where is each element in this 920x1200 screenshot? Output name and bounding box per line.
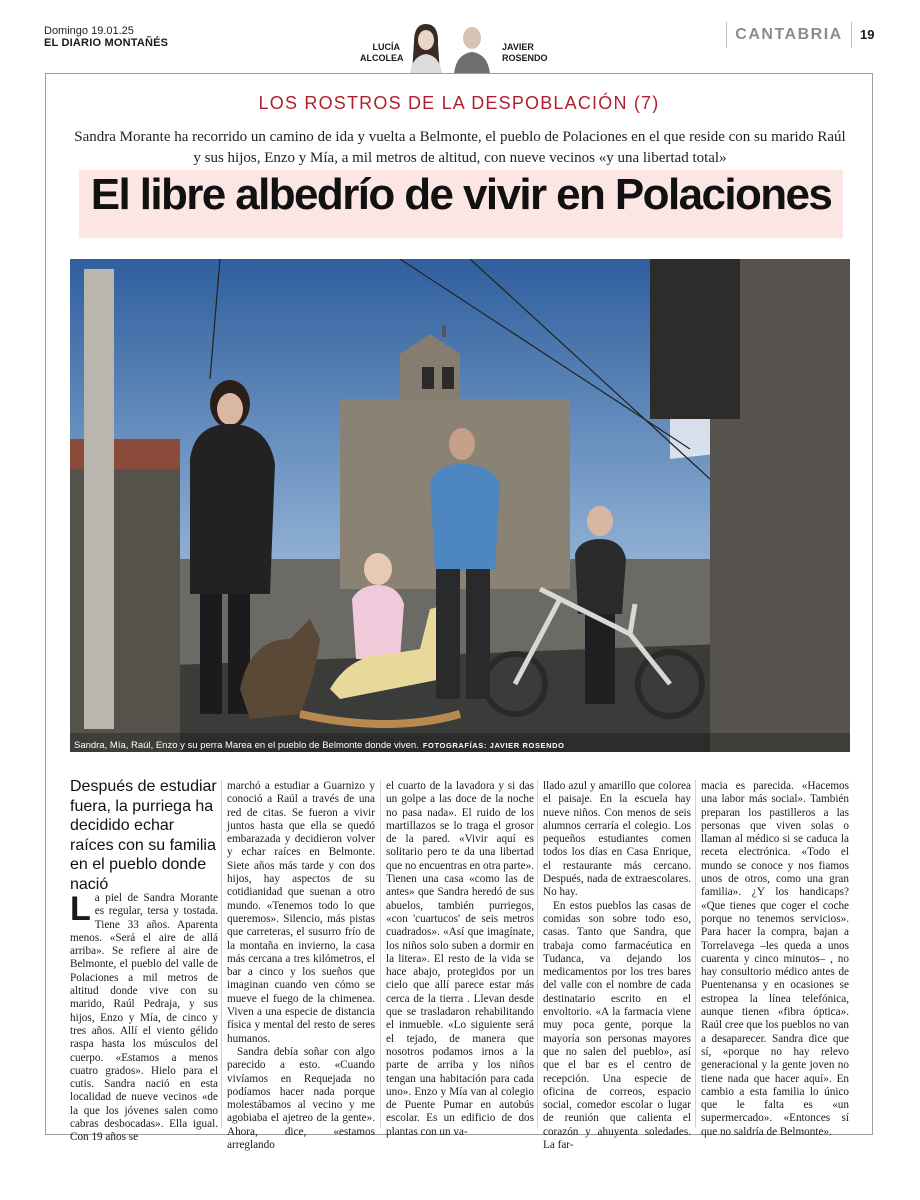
- paragraph: llado azul y amarillo que colorea el paisaje. En la escuela hay nueve niños. Con menos de seis alumnos cerraría el colegio. Los pequeños estudiantes comen todos los días en Casa Enrique, el restaurante más cercano. Después, nada de extraescolares. No hay.: [543, 780, 691, 899]
- cross: [442, 325, 446, 337]
- headline: El libre albedrío de vivir en Polaciones: [90, 170, 832, 219]
- page-number: 19: [860, 27, 875, 42]
- author-right-portrait: [452, 20, 492, 74]
- body-column-3: [386, 780, 534, 1139]
- woman-face: [217, 393, 243, 425]
- girl-jacket: [352, 585, 404, 659]
- column-rule: [695, 780, 696, 1128]
- column-rule: [221, 780, 222, 1128]
- woman-coat: [190, 424, 275, 594]
- man-face: [449, 428, 475, 460]
- paragraph: macia es parecida. «Hacemos una labor más social». También preparan los pastilleros a las personas que viven solas o llaman al médico si se caduca la receta electrónica. «Todo el mundo se conoce y nos fiamos unos de otros, como una gran familia». ¿Y los handicaps? «Que tienes que coger el coche porque no tenemos servicios». Para hacer la compra, bajan a Torrelavega –les queda a unos cuarenta y cinco minutos– , no hay consultorio médico antes de Puentenansa y en ocasiones se estropea la línea telefónica, aunque tienen «fibra óptica». Raúl cree que los pueblos no van a desaparecer. Sandra dice que sí, «porque no hay relevo generacional y la gente joven no tiene nada que hacer aquí». En cambio a esta familia lo único que le falta es «un supermercado». «Entonces sí que no saldría de Belmonte».: [701, 780, 849, 1138]
- drop-cap: L: [70, 890, 91, 928]
- body-column-1: [70, 890, 218, 1144]
- woman-leg-left: [200, 594, 222, 714]
- author-right-text: JAVIER ROSENDO: [502, 42, 548, 63]
- photo-caption: [74, 740, 565, 751]
- column-1-text: a piel de Sandra Morante es regular, tersa y tostada. Tiene 33 años. Aparenta menos. «Será el aire de allá arriba». Se refiere al aire de Belmonte, el pueblo del valle de Polaciones a mil metros de altitud donde vive con su marido, Raúl Pedraja, y sus hijos, Enzo y Mía, de cinco y tres años. Allí el viento gélido raspa hasta los músculos del cuerpo. «Estamos a menos cuatro grados». Hielo para el cutis. Sandra nació en esta localidad de nueve vecinos «de la que los jóvenes salen como cabras desbocadas». Ella igual. Con 19 años se: [70, 892, 218, 1144]
- photo-credit: FOTOGRAFÍAS: JAVIER ROSENDO: [422, 741, 565, 750]
- article-lead: Sandra Morante ha recorrido un camino de ida y vuelta a Belmonte, el pueblo de Polaciones en el que reside con su marido Raúl y sus hijos, Enzo y Mía, a mil metros de altitud, con nueve vecinos «y una libertad total»: [74, 129, 846, 166]
- paragraph: En estos pueblos las casas de comidas son sobre todo eso, casas. Tanto que Sandra, que trabaja como farmacéutica en Tudanca, va dejando los medicamentos por los tres bares del valle con el nombre de cada destinatario escrito en el envoltorio. «A la farmacia viene muy poca gente, porque la mayoría son personas mayores que no salen del pueblo», así que el bar es el centro de recepción. Una especie de oficina de correos, espacio social, comedor escolar o lugar de reunión que calienta el corazón y ahuyenta soledades. La far-: [543, 899, 691, 1152]
- ladder-post: [84, 269, 114, 729]
- author-right-name: [502, 42, 548, 64]
- bell-arch-left: [422, 367, 434, 389]
- column-rule: [380, 780, 381, 1128]
- man-leg-left: [436, 569, 460, 699]
- column-rule: [537, 780, 538, 1128]
- paragraph: marchó a estudiar a Guarnizo y conoció a Raúl a través de una red de citas. Se fueron a vivir juntos hasta que ella se quedó embarazada y decidieron volver y echar raíces en Belmonte. Siete años más tarde y con dos hijos, hay aspectos de su cotidianidad que suenan a otro mundo. «Tenemos todo lo que queremos». Silencio, más pistas que carreteras, el susurro frío de la montaña en invierno, la casa más cercana a tres kilómetros, el bar a cinco y los sueños que imaginan cuando ven cómo se mueve el fuego de la chimenea. Viven a una especie de distancia física y mental del resto de seres humanos.: [227, 780, 375, 1045]
- family-photo: [70, 259, 850, 752]
- boy-jacket: [575, 539, 626, 614]
- author-left-text: LUCÍA ALCOLEA: [360, 42, 404, 63]
- girl-face: [364, 553, 392, 585]
- body-column-4: [543, 780, 691, 1152]
- author-byline: [360, 18, 560, 74]
- body-column-5: [701, 780, 849, 1139]
- author-left-name: [360, 42, 404, 64]
- boy-legs: [585, 614, 615, 704]
- issue-date: Domingo 19.01.25: [44, 25, 134, 37]
- right-eave: [650, 259, 740, 419]
- bell-arch-right: [442, 367, 454, 389]
- caption-text: Sandra, Mía, Raúl, Enzo y su perra Marea en el pueblo de Belmonte donde viven.: [74, 740, 419, 751]
- paragraph: el cuarto de la lavadora y si das un golpe a las doce de la noche no pasa nada». El ruido de los martillazos se lo traga el grosor de la pared. «Vivir aquí es solitario pero te da una libertad que no encuentras en otra parte». Tienen una casa «como las de antes» que Sandra heredó de sus abuelos, también purriegos, «con 'cuartucos' de seis metros cuadrados». «Así que imagínate, los niños solo suben a dormir en la litera». El resto de la vida se hace abajo, protegidos por un cielo que allí parece estar más cerca de la tierra . Llevan desde que se trasladaron rehabilitando el inmueble. «Lo siguiente será el tejado, de manera que nosotros podamos irnos a la parte de arriba y los niños tengan una habitación para cada uno». Enzo y Mía van al colegio de Puente Pumar en autobús escolar. Es un edificio de dos plantas con un va-: [386, 780, 534, 1138]
- article-deck: Después de estudiar fuera, la purriega ha decidido echar raíces con su familia en el pueblo donde nació: [70, 778, 217, 893]
- author-left-portrait: [406, 20, 446, 74]
- boy-face: [587, 506, 613, 536]
- section-label: CANTABRIA: [726, 22, 852, 48]
- man-shirt: [430, 464, 500, 569]
- body-column-2: [227, 780, 375, 1152]
- paragraph: Sandra debía soñar con algo parecido a esto. «Cuando vivíamos en Requejada no podíamos hacer nada porque molestábamos al vecino y me agobiaba el ajetreo de la gente». Ahora, dice, «estamos arreglando: [227, 1045, 375, 1152]
- series-kicker: LOS ROSTROS DE LA DESPOBLACIÓN (7): [258, 93, 660, 113]
- newspaper-name: EL DIARIO MONTAÑÉS: [44, 37, 169, 49]
